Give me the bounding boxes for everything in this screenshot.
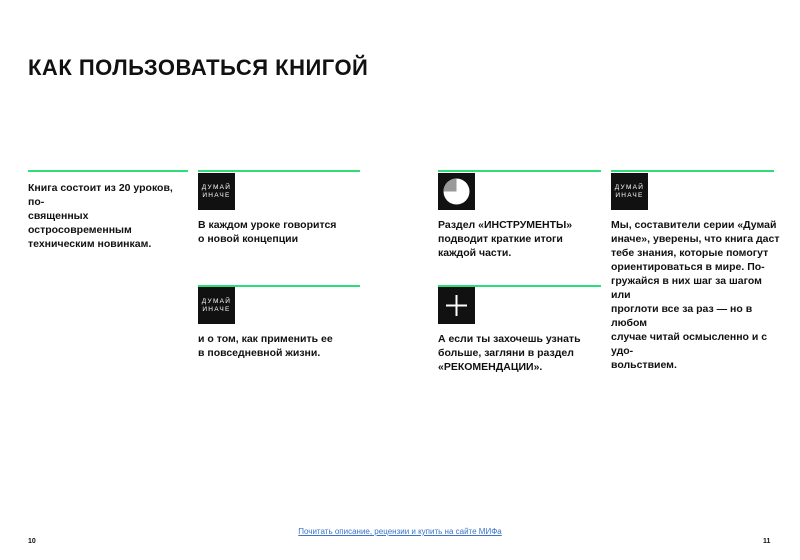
- page-number-right: 11: [763, 538, 771, 545]
- text-line: В каждом уроке говорится: [198, 219, 337, 231]
- text-line: «РЕКОМЕНДАЦИИ».: [438, 361, 543, 373]
- plus-icon: [438, 287, 475, 324]
- text-line: А если ты захочешь узнать: [438, 333, 581, 345]
- text-line: ориентироваться в мире. По-: [611, 261, 765, 273]
- recommend-text: [438, 332, 603, 374]
- divider-tools: [438, 170, 601, 172]
- footer-link[interactable]: Почитать описание, рецензии и купить на сайте МИФа: [298, 527, 502, 536]
- text-line: о новой концепции: [198, 233, 299, 245]
- divider-authors: [611, 170, 774, 172]
- text-line: больше, загляни в раздел: [438, 347, 574, 359]
- text-line: иначе», уверены, что книга даст: [611, 233, 780, 245]
- text-line: техническим новинкам.: [28, 238, 152, 250]
- text-line: подводит краткие итоги: [438, 233, 563, 245]
- authors-text: [611, 218, 783, 372]
- logo-line: ИНАЧЕ: [615, 191, 644, 199]
- pie-chart-icon: [438, 173, 475, 210]
- dumai-inache-logo: [198, 287, 235, 324]
- text-line: вольствием.: [611, 359, 677, 371]
- text-line: и о том, как применить ее: [198, 333, 333, 345]
- tools-text: [438, 218, 603, 260]
- logo-line: ДУМАЙ: [201, 183, 232, 191]
- text-line: каждой части.: [438, 247, 512, 259]
- text-line: гружайся в них шаг за шагом или: [611, 275, 762, 301]
- text-line: Раздел «ИНСТРУМЕНТЫ»: [438, 219, 573, 231]
- text-line: случае читай осмысленно и с удо-: [611, 331, 768, 357]
- text-line: проглоти все за раз — но в любом: [611, 303, 753, 329]
- concept-text: [198, 218, 360, 246]
- text-line: тебе знания, которые помогут: [611, 247, 769, 259]
- logo-line: ДУМАЙ: [201, 297, 232, 305]
- page-title: КАК ПОЛЬЗОВАТЬСЯ КНИГОЙ: [28, 55, 369, 80]
- logo-line: ДУМАЙ: [614, 183, 645, 191]
- divider-intro: [28, 170, 188, 172]
- intro-text: [28, 181, 190, 251]
- text-line: Книга состоит из 20 уроков, по-: [28, 182, 173, 208]
- text-line: священных остросовременным: [28, 210, 132, 236]
- text-line: в повседневной жизни.: [198, 347, 321, 359]
- apply-text: [198, 332, 360, 360]
- page-number-left: 10: [28, 538, 36, 545]
- text-line: Мы, составители серии «Думай: [611, 219, 777, 231]
- dumai-inache-logo: [198, 173, 235, 210]
- logo-line: ИНАЧЕ: [202, 305, 231, 313]
- divider-concept: [198, 170, 360, 172]
- logo-line: ИНАЧЕ: [202, 191, 231, 199]
- dumai-inache-logo: [611, 173, 648, 210]
